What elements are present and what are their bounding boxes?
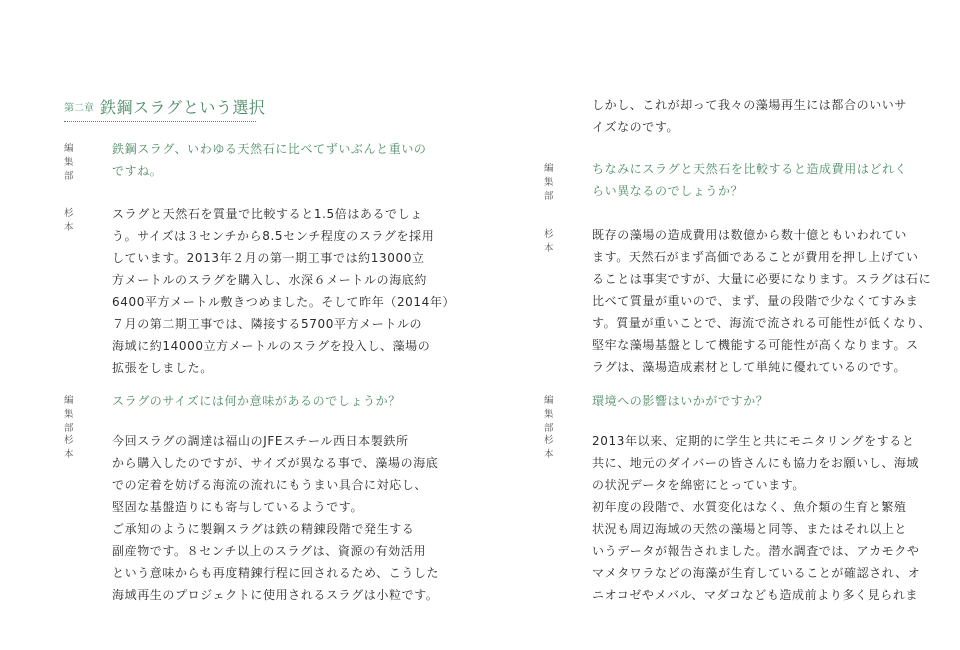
chapter-heading (64, 95, 464, 118)
speaker-label: 杉本 (544, 435, 555, 460)
text-line: 海域に約14000立方メートルのスラグを投入し、藻場の (112, 339, 431, 353)
text-line: 比べて質量が重いので、まず、量の段階で少なくてすみま (592, 294, 919, 308)
text-line: 海域再生のプロジェクトに使用されるスラグは小粒です。 (112, 588, 439, 602)
text-line: という意味からも再度精錬行程に回されるため、こうした (112, 566, 440, 580)
text-line: 2013年以来、定期的に学生と共にモニタリングをすると (592, 434, 915, 448)
speaker-label: 編集部 (544, 163, 555, 202)
chapter-title: 鉄鋼スラグという選択 (100, 98, 266, 117)
answer-text (112, 430, 439, 606)
text-line: ７月の第二期工事では、隣接する5700平方メートルの (112, 317, 423, 331)
text-line: いうデータが報告されました。潜水調査では、アカモクや (592, 544, 920, 558)
answer-text (592, 430, 920, 606)
chapter-label: 第二章 (64, 103, 94, 114)
text-line: スラグと天然石を質量で比較すると1.5倍はあるでしょ (112, 207, 423, 221)
text-line: での定着を妨げる海流の流れにもうまい具合に対応し、 (112, 478, 428, 492)
text-line: しかし、これが却って我々の藻場再生には都合のいいサ (592, 98, 908, 112)
question-text (592, 158, 907, 202)
text-line: ることは事実ですが、大量に必要になります。スラグは石に (592, 272, 932, 286)
question-text (112, 138, 427, 182)
speaker-label: 杉本 (64, 435, 75, 460)
text-line: ラグは、藻場造成素材として単純に優れているのです。 (592, 360, 907, 374)
answer-text (592, 94, 907, 138)
speaker-label: 編集部 (64, 395, 75, 434)
text-line: 堅固な基盤造りにも寄与しているようです。 (112, 500, 364, 514)
text-line: ご承知のように製鋼スラグは鉄の精錬段階で発生する (112, 522, 415, 536)
text-line: スラグのサイズには何か意味があるのでしょうか？ (112, 394, 401, 408)
text-line: 6400平方メートル敷きつめました。そして昨年（2014年） (112, 295, 456, 309)
text-line: ちなみにスラグと天然石を比較すると造成費用はどれく (592, 162, 908, 176)
text-line: ですね。 (112, 164, 163, 178)
speaker-label: 杉本 (544, 229, 555, 254)
question-text (592, 390, 768, 412)
text-line: 共に、地元のダイバーの皆さんにも協力をお願いし、海域 (592, 456, 920, 470)
text-line: しています。2013年２月の第一期工事では約13000立 (112, 251, 425, 265)
speaker-label: 杉本 (64, 208, 75, 233)
text-line: らい異なるのでしょうか？ (592, 184, 744, 198)
text-line: から購入したのですが、サイズが異なる事で、藻場の海底 (112, 456, 439, 470)
text-line: う。サイズは３センチから8.5センチ程度のスラグを採用 (112, 229, 435, 243)
text-line: イズなのです。 (592, 120, 680, 134)
text-line: す。質量が重いことで、海流で流される可能性が低くなり、 (592, 316, 932, 330)
text-line: 今回スラグの調達は福山のJFEスチール西日本製鉄所 (112, 434, 409, 448)
text-line: 環境への影響はいかがですか？ (592, 394, 769, 408)
answer-text (112, 203, 455, 379)
speaker-label: 編集部 (544, 395, 555, 434)
right-page (480, 0, 960, 650)
text-line: 鉄鋼スラグ、いわゆる天然石に比べてずいぶんと重いの (112, 142, 427, 156)
text-line: 初年度の段階で、水質変化はなく、魚介類の生育と繁殖 (592, 500, 907, 514)
text-line: 状況も周辺海域の天然の藻場と同等、またはそれ以上と (592, 522, 908, 536)
speaker-label: 編集部 (64, 143, 75, 182)
answer-text (592, 224, 931, 378)
text-line: 堅牢な藻場基盤として機能する可能性が高くなります。ス (592, 338, 919, 352)
text-line: 拡張をしました。 (112, 361, 213, 375)
text-line: の状況データを綿密にとっています。 (592, 478, 806, 492)
text-line: 既存の藻場の造成費用は数億から数十億ともいわれてい (592, 228, 908, 242)
chapter-divider (64, 121, 256, 122)
text-line: 方メートルのスラグを購入し、水深６メートルの海底約 (112, 273, 428, 287)
question-text (112, 390, 401, 412)
text-line: ます。天然石がまず高価であることが費用を押し上げてい (592, 250, 919, 264)
text-line: マメタワラなどの海藻が生育していることが確認され、オ (592, 566, 921, 580)
text-line: 副産物です。８センチ以上のスラグは、資源の有効活用 (112, 544, 427, 558)
text-line: ニオコゼやメバル、マダコなども造成前より多く見られま (592, 588, 919, 602)
